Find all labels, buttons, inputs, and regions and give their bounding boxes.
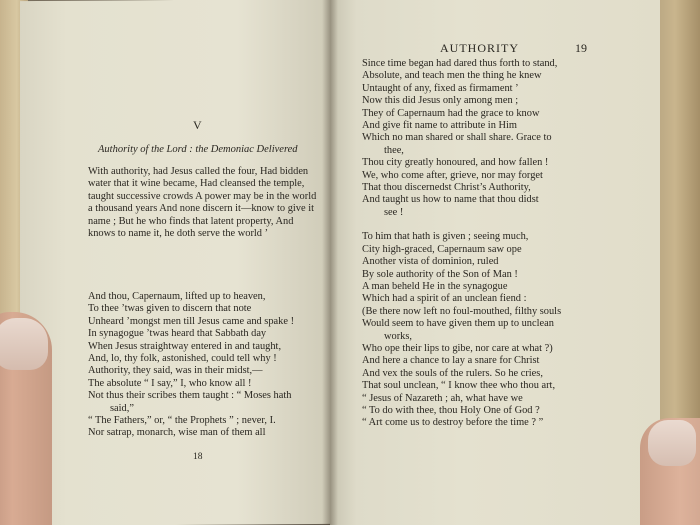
verse-line: That soul unclean, “ I know thee who thou art, [362, 380, 556, 392]
verse-line: By sole authority of the Son of Man ! [362, 268, 518, 280]
verse-line: Authority, they said, was in their midst,— [88, 365, 263, 377]
book-gutter [322, 0, 338, 525]
verse-line: When Jesus straightway entered in and taught, [88, 340, 282, 352]
verse-line: With authority, had Jesus called the four, [88, 166, 258, 177]
verse-line-continued: works, [384, 330, 412, 342]
verse-line: “ The Fathers,” or, “ the Prophets ” ; never, I. [88, 415, 276, 427]
left-thumbnail [0, 318, 48, 370]
verse-line-continued: said,” [110, 402, 134, 414]
verse-line: That thou discernedst Christ’s Authority, [362, 182, 531, 194]
chapter-number: V [193, 118, 202, 132]
left-stanza-1 [88, 166, 320, 240]
verse-line: And none discern it—know to give it name ; [88, 203, 314, 227]
verse-line-continued: crowds [163, 190, 194, 202]
right-text-block [362, 58, 602, 430]
verse-line: City high-graced, Capernaum saw ope [362, 243, 522, 255]
verse-line: Had cleansed the temple, taught successive [88, 178, 305, 202]
left-stanza-2 [88, 291, 320, 440]
page-number-left: 18 [193, 452, 203, 462]
verse-line: (Be there now left no foul-mouthed, filthy souls [362, 305, 562, 317]
verse-line: Who ope their lips to gibe, nor care at what ?) [362, 342, 553, 354]
verse-line: Which had a spirit of an unclean fiend : [362, 293, 527, 305]
verse-line: We, who come after, grieve, nor may forget [362, 169, 543, 181]
verse-line: And vex the souls of the rulers. So he cries, [362, 367, 543, 379]
verse-line: Since time began had dared thus forth to stand, [362, 58, 558, 69]
verse-line: Absolute, and teach men the thing he knew [362, 70, 542, 82]
verse-line: But he who finds that latent property, [118, 215, 274, 227]
verse-line: They of Capernaum had the grace to know [362, 107, 540, 119]
verse-line: A man beheld He in the synagogue [362, 280, 508, 292]
verse-line: To thee ’twas given to discern that note [88, 303, 252, 315]
verse-line: In synagogue ’twas heard that Sabbath day [88, 328, 267, 340]
verse-line: “ To do with thee, thou Holy One of God ? [362, 404, 540, 416]
verse-line: The absolute “ I say,” I, who know all ! [88, 377, 252, 389]
left-page [20, 0, 330, 525]
running-head: AUTHORITY [440, 41, 519, 55]
verse-line: And thou, Capernaum, lifted up to heaven, [88, 291, 266, 302]
verse-line: Unheard ’mongst men till Jesus came and spake ! [88, 315, 295, 327]
verse-line: And taught us how to name that thou didst [362, 194, 539, 206]
verse-line: “ Art come us to destroy before the time ? ” [362, 417, 544, 429]
verse-line: “ Jesus of Nazareth ; ah, what have we [362, 392, 523, 404]
verse-line-continued: see ! [384, 206, 404, 218]
page-number-right: 19 [575, 41, 587, 55]
verse-line: A power may be in the world a thousand years [88, 190, 317, 215]
verse-line: Now this did Jesus only among men ; [362, 95, 519, 107]
verse-line: And here a chance to lay a snare for Christ [362, 355, 540, 367]
verse-line: And give fit name to attribute in Him [362, 120, 517, 132]
stanza-gap [362, 219, 602, 231]
verse-line-continued: thee, [384, 144, 404, 156]
verse-line: And, lo, thy folk, astonished, could tell why ! [88, 353, 277, 365]
verse-line: To him that hath is given ; seeing much, [362, 231, 529, 243]
verse-line: And knows to name it, he doth serve the world ’ [88, 215, 294, 240]
verse-line: Thou city greatly honoured, and how fallen ! [362, 157, 549, 169]
right-thumbnail [648, 420, 696, 466]
verse-line: Untaught of any, fixed as firmament ’ [362, 82, 519, 94]
verse-line: Which no man shared or shall share. Grace to [362, 132, 552, 144]
verse-line: Had bidden water that it wine became, [88, 166, 309, 190]
verse-line: Nor satrap, monarch, wise man of them all [88, 427, 266, 439]
verse-line: Would seem to have given them up to unclean [362, 318, 554, 330]
verse-line: Not thus their scribes them taught : “ Moses hath [88, 390, 292, 402]
verse-line: Another vista of dominion, ruled [362, 256, 499, 268]
chapter-title: Authority of the Lord : the Demoniac Delivered [98, 144, 298, 155]
